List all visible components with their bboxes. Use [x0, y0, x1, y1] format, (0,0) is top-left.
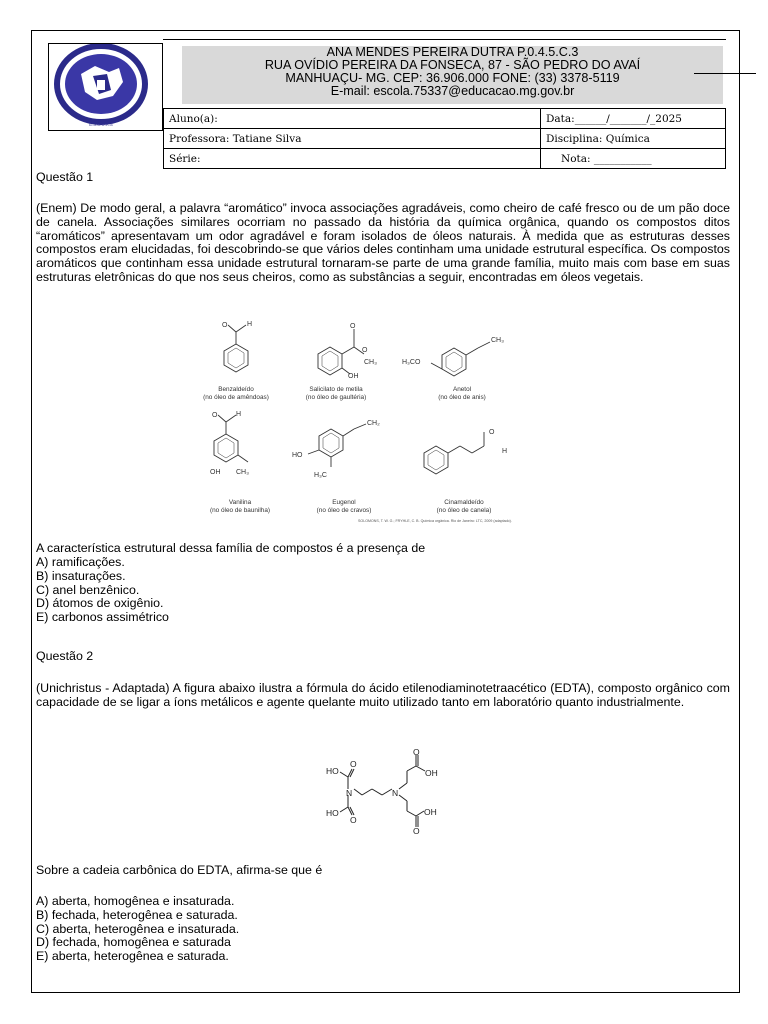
- salicilato-o-carbonyl: O: [350, 323, 356, 330]
- school-address: RUA OVÍDIO PEREIRA DA FONSECA, 87 - SÃO PEDRO DO AVAÍ: [264, 58, 641, 72]
- vanilina-oh: OH: [210, 469, 221, 476]
- school-name: ANA MENDES PEREIRA DUTRA P.0.4.5.C.3: [326, 45, 579, 59]
- school-logo: [48, 43, 163, 131]
- anetol-h3co: H₃CO: [402, 359, 421, 366]
- q2-option-a[interactable]: A) aberta, homogênea e insaturada.: [36, 894, 235, 908]
- compound-name-vanilina: Vanilina: [228, 499, 252, 506]
- serie-field[interactable]: Série:: [164, 149, 541, 169]
- disciplina-field: Disciplina: Química: [541, 129, 726, 149]
- q1-aromatic-figure: [196, 312, 576, 527]
- compound-name-cinamaldeido: Cinamaldeído: [444, 499, 484, 506]
- edta-o-bottom-left: O: [350, 815, 357, 825]
- q1-option-d[interactable]: D) átomos de oxigênio.: [36, 596, 164, 611]
- eugenol-h3c: H₃C: [314, 472, 327, 479]
- compound-name-eugenol: Eugenol: [332, 499, 356, 506]
- figure-credit: SOLOMONS, T. W. G.; FRYHLE, C. B. Química orgânica. Rio de Janeiro: LTC, 2009 (adaptado).: [358, 519, 512, 523]
- edta-o-bottom-right: O: [413, 826, 420, 835]
- vanilina-h: H: [236, 411, 242, 418]
- edta-ho-top: HO: [326, 766, 339, 776]
- professora-field: Professora: Tatiane Silva: [164, 129, 541, 149]
- side-rule: [694, 73, 756, 74]
- edta-o-top-right: O: [413, 749, 420, 757]
- compound-source-salicilato: (no óleo de gaultéria): [305, 394, 367, 401]
- salicilato-oh: OH: [348, 373, 359, 380]
- compound-source-benzaldeido: (no óleo de amêndoas): [203, 394, 269, 401]
- edta-structure: [324, 749, 444, 835]
- edta-n-right: N: [392, 788, 399, 798]
- nota-field[interactable]: Nota: ___________: [541, 149, 726, 169]
- edta-oh-top: OH: [425, 768, 438, 778]
- student-info-table: [163, 108, 726, 169]
- school-city-phone: MANHUAÇU- MG. CEP: 36.906.000 FONE: (33) 3378-5119: [285, 71, 620, 85]
- q1-option-b[interactable]: B) insaturações.: [36, 568, 126, 583]
- compound-source-anetol: (no óleo de anis): [438, 394, 486, 401]
- q1-options: [36, 556, 730, 625]
- anetol-ch3: CH₃: [491, 337, 504, 344]
- edta-oh-bottom: OH: [424, 807, 437, 817]
- compound-name-benzaldeido: Benzaldeído: [218, 386, 254, 393]
- salicilato-o-ester: O: [362, 347, 368, 354]
- q2-text: (Unichristus - Adaptada) A figura abaixo ilustra a fórmula do ácido etilenodiaminotetraacético (EDTA), composto orgânico com capacidade de se ligar a íons metálicos e agente quelante muito utilizado tanto em laboratório quanto industrialmente.: [36, 681, 730, 709]
- header-rule: [163, 39, 726, 40]
- q2-stem: Sobre a cadeia carbônica do EDTA, afirma-se que é: [36, 863, 323, 877]
- cinamaldeido-o: O: [489, 429, 495, 436]
- q2-title: Questão 2: [36, 649, 94, 663]
- school-email: E-mail: escola.75337@educacao.mg.gov.br: [330, 84, 575, 98]
- compound-source-vanilina: (no óleo de baunilha): [209, 507, 271, 514]
- cinamaldeido-h: H: [502, 448, 508, 455]
- edta-ho-bottom: HO: [326, 808, 339, 818]
- q2-option-d[interactable]: D) fechada, homogênea e saturada: [36, 935, 231, 950]
- q1-option-c[interactable]: C) anel benzênico.: [36, 582, 140, 597]
- school-header: [182, 46, 723, 104]
- compound-name-anetol: Anetol: [452, 386, 472, 393]
- q2-option-b[interactable]: B) fechada, heterogênea e saturada.: [36, 907, 238, 922]
- q1-stem: A característica estrutural dessa família de compostos é a presença de: [36, 541, 426, 555]
- edta-n-left: N: [346, 788, 353, 798]
- compound-source-cinamaldeido: (no óleo de canela): [436, 507, 492, 514]
- compound-name-salicilato: Salicilato de metila: [309, 386, 363, 393]
- edta-o-top-left: O: [350, 759, 357, 769]
- vanilina-o: O: [212, 412, 218, 419]
- benzaldeido-o: O: [222, 322, 228, 329]
- benzaldeido-h: H: [247, 321, 253, 328]
- aluno-field[interactable]: Aluno(a):: [164, 109, 541, 129]
- q2-option-c[interactable]: C) aberta, heterogênea e insaturada.: [36, 921, 240, 936]
- eugenol-ho: HO: [292, 452, 303, 459]
- salicilato-ch3: CH₃: [364, 359, 377, 366]
- logo-base-text: E.S.C.O.R.S: [89, 122, 113, 127]
- eugenol-ch2: CH₂: [367, 420, 380, 427]
- q2-options: [36, 895, 730, 964]
- q1-title: Questão 1: [36, 170, 94, 184]
- data-field[interactable]: Data:______/_______/_2025: [541, 109, 726, 129]
- compound-source-eugenol: (no óleo de cravos): [316, 507, 372, 514]
- q2-option-e[interactable]: E) aberta, heterogênea e saturada.: [36, 949, 229, 964]
- q1-option-a[interactable]: A) ramificações.: [36, 555, 125, 569]
- q1-text: (Enem) De modo geral, a palavra “aromático” invoca associações agradáveis, como cheiro de café fresco ou de um pão doce de canela. Associações similares ocorriam no passado da história da química orgânica, quando os compostos ditos “aromáticos” apresentavam um odor agradável e foram isolados de óleos naturais. À medida que as estruturas desses compostos eram elucidadas, foi descobrindo-se que vários deles continham uma unidade estrutural específica. Os compostos aromáticos que continham essa unidade estrutural tornaram-se parte de uma grande família, muito mais com base em suas estruturas eletrônicas do que nos seus cheiros, como as substâncias a seguir, encontradas em óleos vegetais.: [36, 201, 730, 284]
- vanilina-ch3: CH₃: [236, 469, 249, 476]
- q1-option-e[interactable]: E) carbonos assimétrico: [36, 610, 169, 625]
